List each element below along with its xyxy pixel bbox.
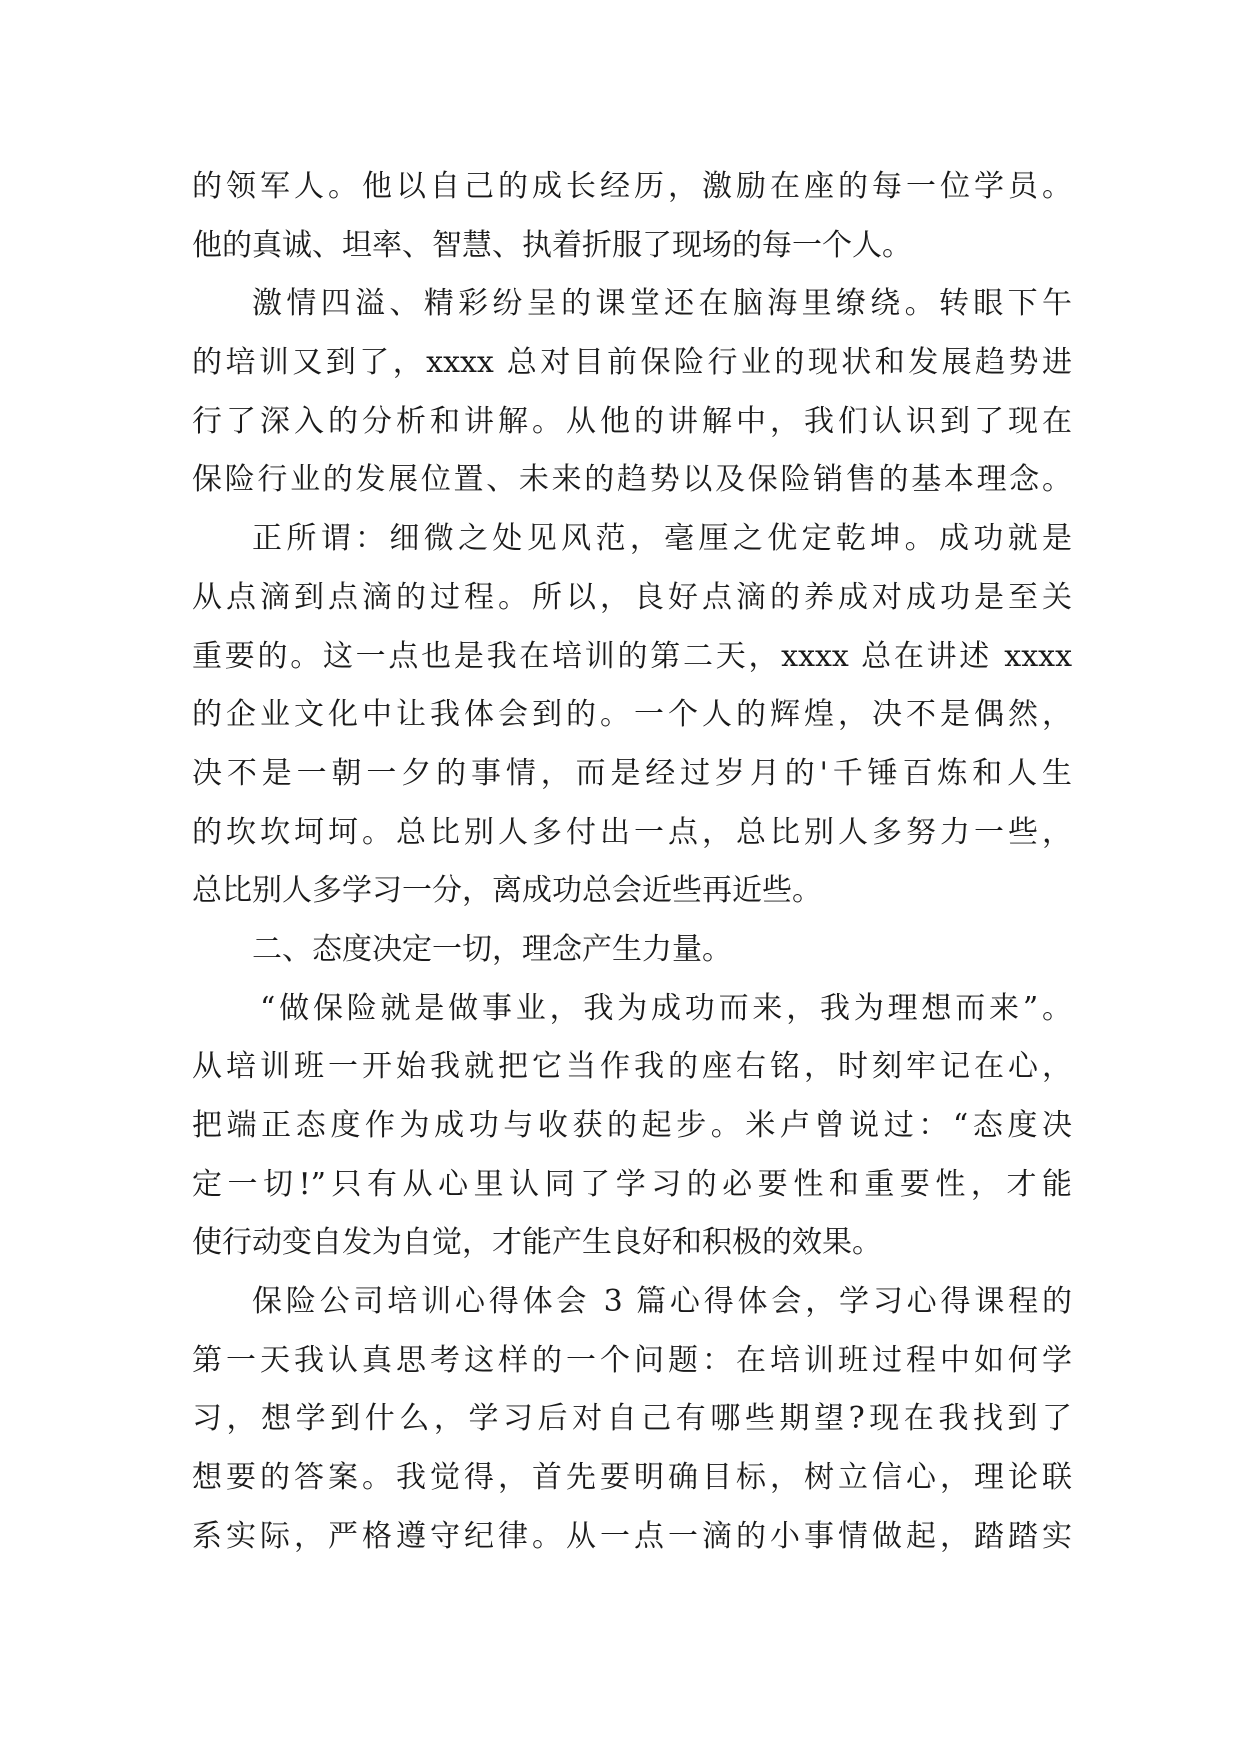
text-line: 正所谓：细微之处见风范，毫厘之优定乾坤。成功就是 xyxy=(252,521,1072,557)
text-line: 决不是一朝一夕的事情，而是经过岁月的'千锤百炼和人生 xyxy=(192,755,1072,791)
text-line: 的培训又到了，xxxx 总对目前保险行业的现状和发展趋势进 xyxy=(192,345,1072,381)
text-line: 他的真诚、坦率、智慧、执着折服了现场的每一个人。 xyxy=(192,227,912,263)
text-line: 系实际，严格遵守纪律。从一点一滴的小事情做起，踏踏实 xyxy=(192,1518,1072,1554)
text-line: 第一天我认真思考这样的一个问题：在培训班过程中如何学 xyxy=(192,1342,1072,1378)
text-line: 从培训班一开始我就把它当作我的座右铭，时刻牢记在心， xyxy=(192,1049,1072,1085)
text-line: 的领军人。他以自己的成长经历，激励在座的每一位学员。 xyxy=(192,169,1072,204)
text-line: 想要的答案。我觉得，首先要明确目标，树立信心，理论联 xyxy=(192,1460,1072,1496)
body-text xyxy=(192,158,1072,1567)
text-line: 激情四溢、精彩纷呈的课堂还在脑海里缭绕。转眼下午 xyxy=(252,286,1072,322)
text-line: 的企业文化中让我体会到的。一个人的辉煌，决不是偶然， xyxy=(192,697,1072,733)
text-line: 定一切!”只有从心里认同了学习的必要性和重要性，才能 xyxy=(192,1166,1072,1202)
text-line: “做保险就是做事业，我为成功而来，我为理想而来”。 xyxy=(260,990,1072,1026)
section-heading: 二、态度决定一切，理念产生力量。 xyxy=(252,931,732,967)
text-line: 重要的。这一点也是我在培训的第二天，xxxx 总在讲述 xxxx xyxy=(192,638,1072,674)
text-line: 保险公司培训心得体会 3 篇心得体会，学习心得课程的 xyxy=(252,1284,1072,1320)
text-line: 行了深入的分析和讲解。从他的讲解中，我们认识到了现在 xyxy=(192,403,1072,439)
text-line: 的坎坎坷坷。总比别人多付出一点，总比别人多努力一些， xyxy=(192,814,1072,850)
text-line: 使行动变自发为自觉，才能产生良好和积极的效果。 xyxy=(192,1225,882,1261)
text-line: 总比别人多学习一分，离成功总会近些再近些。 xyxy=(192,873,822,909)
text-line: 保险行业的发展位置、未来的趋势以及保险销售的基本理念。 xyxy=(192,462,1072,498)
text-line: 从点滴到点滴的过程。所以，良好点滴的养成对成功是至关 xyxy=(192,579,1072,615)
text-line: 把端正态度作为成功与收获的起步。米卢曾说过：“态度决 xyxy=(192,1108,1072,1143)
text-line: 习，想学到什么，学习后对自己有哪些期望?现在我找到了 xyxy=(192,1401,1072,1437)
